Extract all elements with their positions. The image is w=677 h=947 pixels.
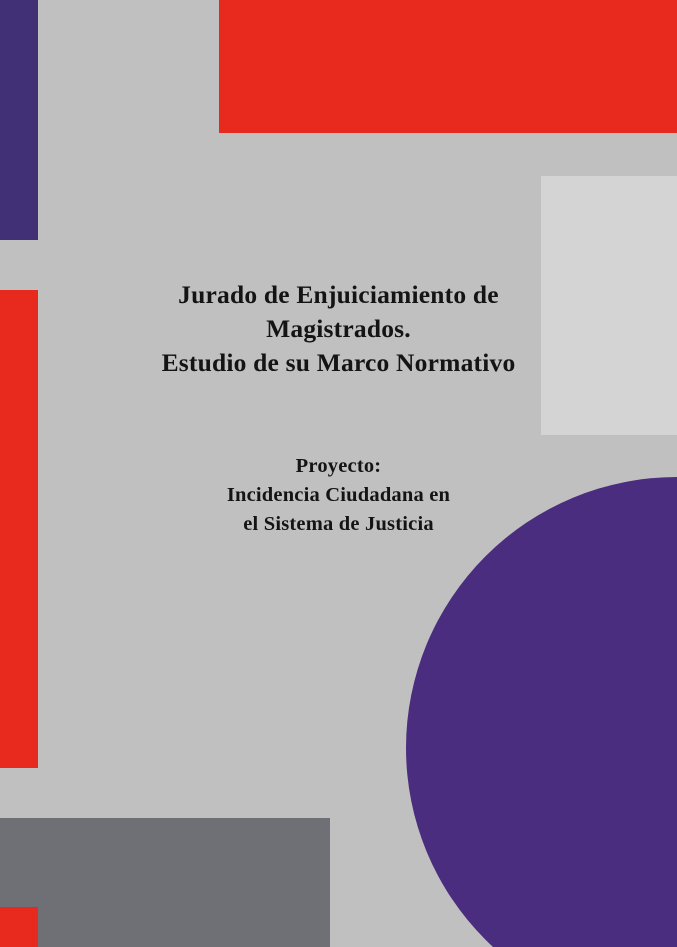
document-title-line-3: Estudio de su Marco Normativo	[161, 348, 516, 377]
project-subtitle-line-2: Incidencia Ciudadana en	[226, 484, 451, 506]
document-title	[0, 278, 677, 380]
project-subtitle-line-3: el Sistema de Justicia	[243, 513, 434, 535]
document-title-line-2: Magistrados.	[266, 314, 411, 343]
project-subtitle-line-1: Proyecto:	[295, 455, 382, 477]
project-subtitle	[0, 452, 677, 539]
document-title-line-1: Jurado de Enjuiciamiento de	[178, 280, 499, 309]
